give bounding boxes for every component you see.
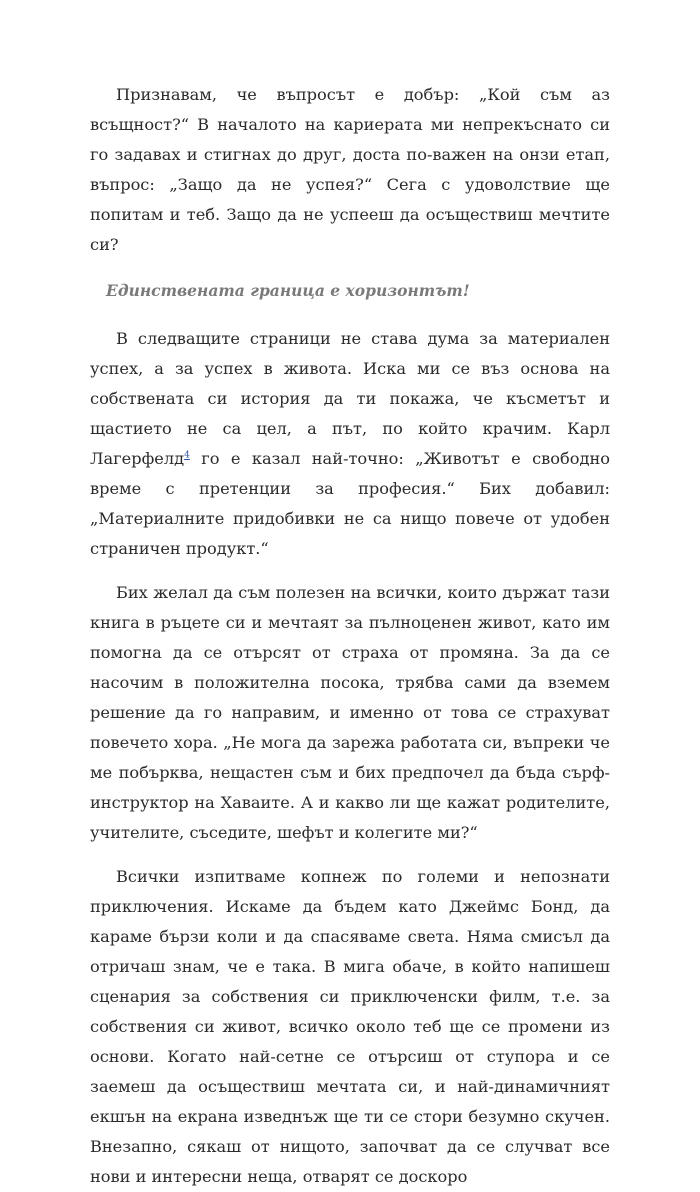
paragraph-lagerfeld (90, 324, 610, 564)
paragraph-adventure: Всички изпитваме копнеж по големи и непознати приключения. Искаме да бъдем като Джеймс Бонд, да караме бързи коли и да спасяваме света. Няма смисъл да отричаш знам, че е така. В мига обаче, в който напишеш сценария за собствения си приключенски филм, т.е. за собствения си живот, всичко около теб ще се промени из основи. Когато най-сетне се отърсиш от ступора и се заемеш да осъществиш мечтата си, и най-динамичният екшън на екрана изведнъж ще ти се стори безумно скучен. Внезапно, сякаш от нищото, започват да се случват все нови и интересни неща, отварят се доскоро (90, 867, 610, 1186)
paragraph-text: В следващите страници не става дума за материален успех, а за успех в живота. Иска ми се въз основа на собствената си история да ти покажа, че късметът и щастието не са цел, а път, по който крачим. Карл Лагерфелд (90, 329, 610, 468)
paragraph-intro: Признавам, че въпросът е добър: „Кой съм аз всъщност?“ В началото на кариерата ми непрекъснато си го задавах и стигнах до друг, доста по-важен на онзи етап, въпрос: „Защо да не успея?“ Сега с удоволствие ще попитам и теб. Защо да не успееш да осъществиш мечтите си? (90, 85, 610, 254)
section-heading: Единствената граница е хоризонтът! (106, 281, 470, 300)
document-page (90, 80, 610, 1192)
paragraph-text: го е казал най-точно: „Животът е свободно време с претенции за професия.“ Бих добавил: „Материалните придобивки не са нищо повече от удобен страничен продукт.“ (90, 449, 610, 558)
paragraph-fear: Бих желал да съм полезен на всички, които държат тази книга в ръцете си и мечтаят за пълноценен живот, като им помогна да се отърсят от страха от промяна. За да се насочим в положителна посока, трябва сами да вземем решение да го направим, и именно от това се страхуват повечето хора. „Не мога да зарежа работата си, въпреки че ме побърква, нещастен съм и бих предпочел да бъда сърф-инструктор на Хаваите. А и какво ли ще кажат родителите, учителите, съседите, шефът и колегите ми?“ (90, 583, 610, 842)
footnote-link[interactable]: 4 (184, 450, 190, 461)
